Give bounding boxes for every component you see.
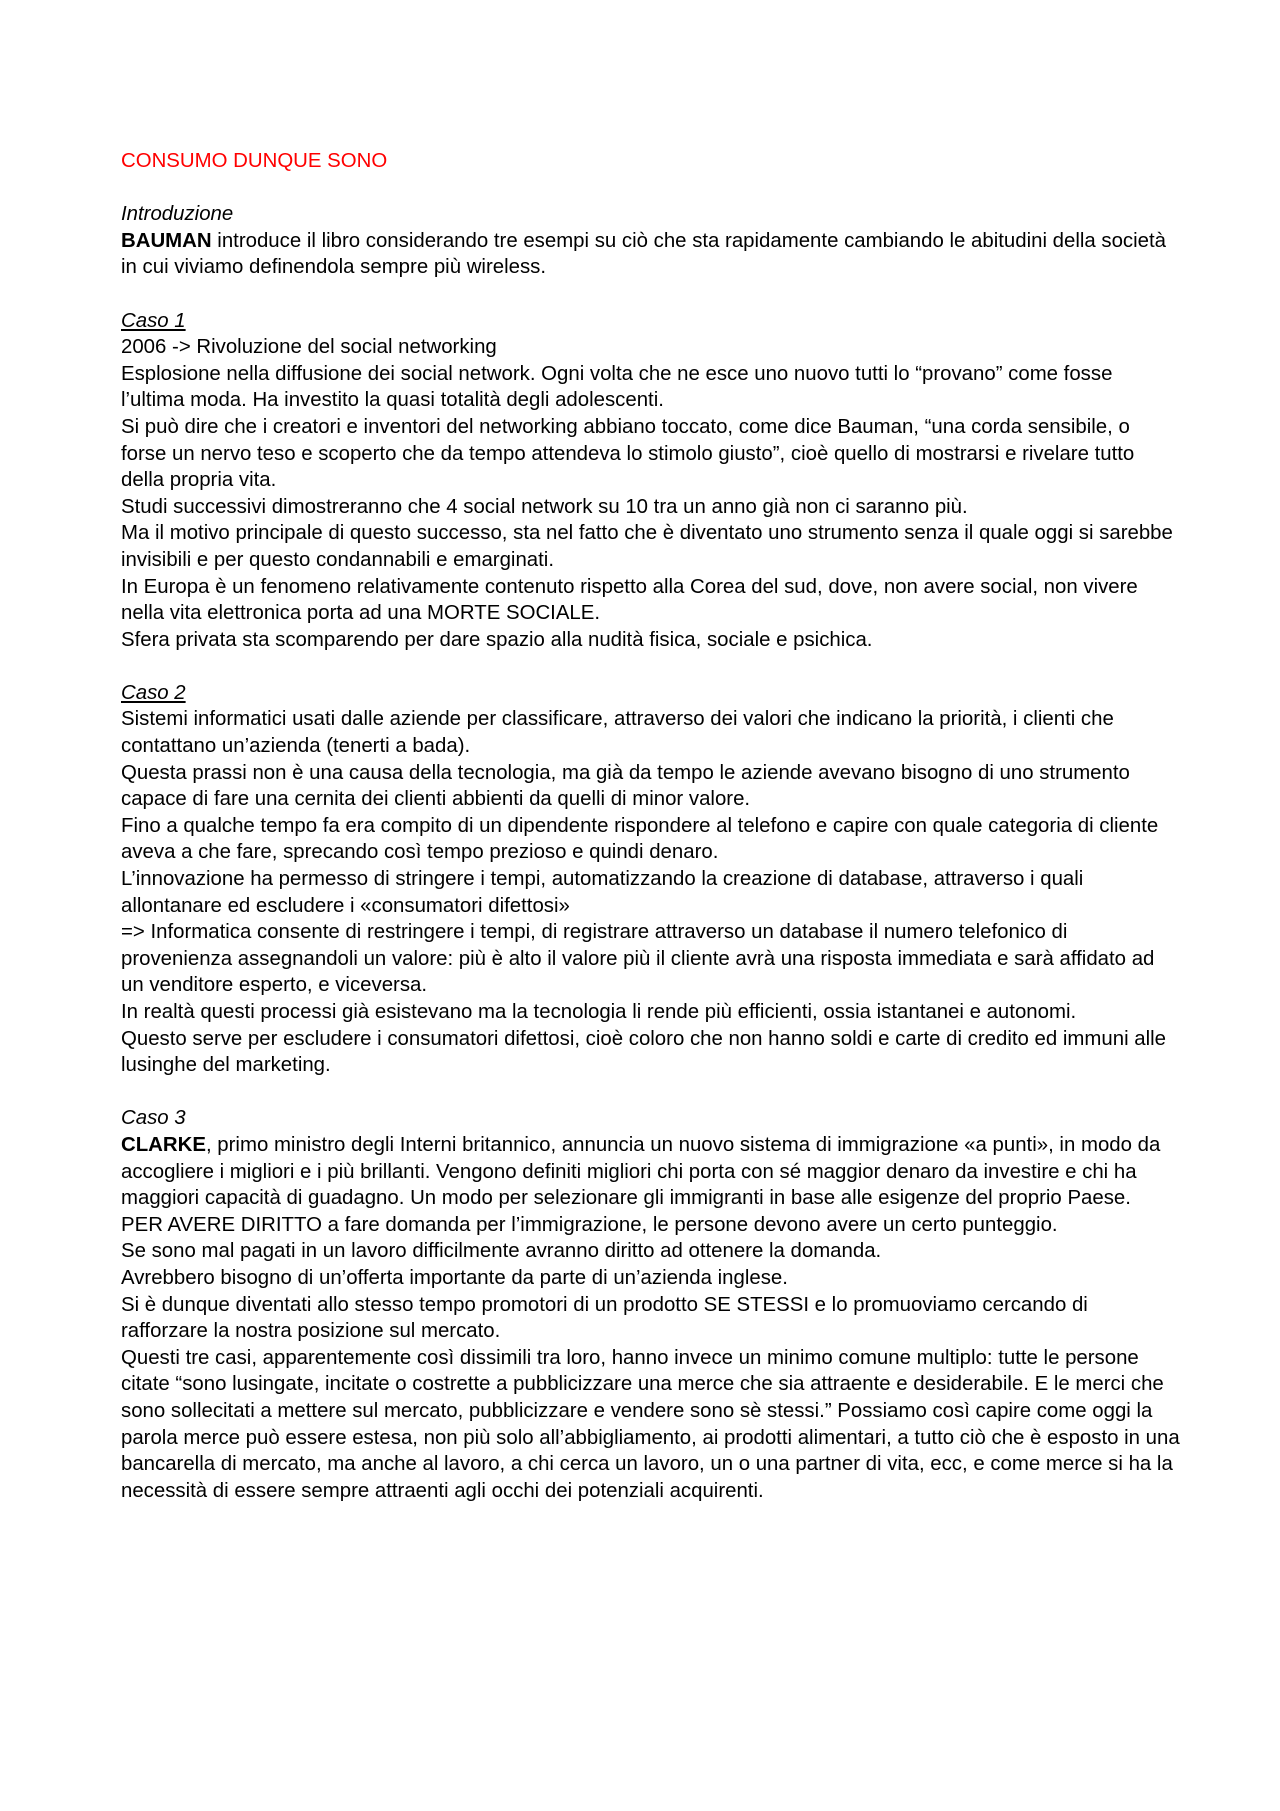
caso1-paragraph: 2006 -> Rivoluzione del social networking	[121, 336, 497, 359]
caso2-paragraph: Questa prassi non è una causa della tecnologia, ma già da tempo le aziende avevano bisogno di uno strumento capace di fare una cernita dei clienti abbienti da quelli di minor valore.	[121, 761, 1130, 811]
caso1-paragraph: Esplosione nella diffusione dei social network. Ogni volta che ne esce uno nuovo tutti lo “provano” come fosse l’ultima moda. Ha investito la quasi totalità degli adolescenti.	[121, 362, 1113, 412]
bauman-bold: BAUMAN	[121, 229, 212, 252]
caso1-paragraph: Sfera privata sta scomparendo per dare spazio alla nudità fisica, sociale e psichica.	[121, 628, 873, 651]
caso2-paragraph: Fino a qualche tempo fa era compito di un dipendente rispondere al telefono e capire con quale categoria di cliente aveva a che fare, sprecando così tempo prezioso e quindi denaro.	[121, 814, 1159, 864]
clarke-bold: CLARKE	[121, 1133, 206, 1156]
caso2-paragraph: Questo serve per escludere i consumatori difettosi, cioè coloro che non hanno soldi e carte di credito ed immuni alle lusinghe del marketing.	[121, 1027, 1167, 1077]
heading-caso-1: Caso 1	[121, 309, 186, 332]
heading-caso-2: Caso 2	[121, 681, 186, 704]
spacer	[121, 175, 1180, 202]
caso3-paragraph: Si è dunque diventati allo stesso tempo promotori di un prodotto SE STESSI e lo promuoviamo cercando di rafforzare la nostra posizione sul mercato.	[121, 1293, 1088, 1343]
spacer	[121, 281, 1180, 308]
heading-caso-3: Caso 3	[121, 1107, 186, 1130]
caso2-paragraph: Sistemi informatici usati dalle aziende per classificare, attraverso dei valori che indicano la priorità, i clienti che contattano un’azienda (tenerti a bada).	[121, 708, 1114, 758]
caso1-paragraph: Studi successivi dimostreranno che 4 social network su 10 tra un anno già non ci saranno più.	[121, 495, 968, 518]
caso1-paragraph: In Europa è un fenomeno relativamente contenuto rispetto alla Corea del sud, dove, non avere social, non vivere nella vita elettronica porta ad una MORTE SOCIALE.	[121, 575, 1138, 625]
caso3-intro-paragraph	[121, 1132, 1180, 1212]
section-introduzione	[121, 201, 1180, 281]
caso3-paragraph: Se sono mal pagati in un lavoro difficilmente avranno diritto ad ottenere la domanda.	[121, 1240, 882, 1263]
caso2-paragraph: In realtà questi processi già esistevano ma la tecnologia li rende più efficienti, ossia istantanei e autonomi.	[121, 1001, 1077, 1023]
spacer	[121, 653, 1180, 680]
caso3-paragraph: Avrebbero bisogno di un’offerta importante da parte di un’azienda inglese.	[121, 1266, 788, 1289]
caso2-paragraph: L’innovazione ha permesso di stringere i tempi, automatizzando la creazione di database, attraverso i quali allontanare ed escludere i «consumatori difettosi»	[121, 868, 1084, 917]
caso3-paragraph: PER AVERE DIRITTO a fare domanda per l’immigrazione, le persone devono avere un certo punteggio.	[121, 1213, 1058, 1236]
caso1-paragraph: Ma il motivo principale di questo successo, sta nel fatto che è diventato uno strumento senza il quale oggi si sarebbe invisibili e per questo condannabili e emarginati.	[121, 522, 1173, 571]
section-caso-2	[121, 680, 1180, 1079]
document-title: CONSUMO DUNQUE SONO	[121, 150, 388, 172]
intro-text: introduce il libro considerando tre esempi su ciò che sta rapidamente cambiando le abitudini della società in cui viviamo definendola sempre più wireless.	[121, 229, 1167, 279]
intro-paragraph	[121, 228, 1180, 281]
heading-introduzione: Introduzione	[121, 203, 234, 226]
spacer	[121, 1079, 1180, 1106]
caso2-paragraph: => Informatica consente di restringere i tempi, di registrare attraverso un database il numero telefonico di provenienza assegnandoli un valore: più è alto il valore più il cliente avrà una risposta immediata e sarà affidato ad un venditore esperto, e viceversa.	[121, 921, 1155, 997]
section-caso-3	[121, 1105, 1180, 1504]
section-caso-1	[121, 308, 1180, 654]
caso3-intro-text: , primo ministro degli Interni britannico, annuncia un nuovo sistema di immigrazione «a punti», in modo da accogliere i migliori e i più brillanti. Vengono definiti migliori chi porta con sé maggior denaro da investire e chi ha maggiori capacità di guadagno. Un modo per selezionare gli immigranti in base alle esigenze del proprio Paese.	[121, 1133, 1161, 1210]
caso1-paragraph: Si può dire che i creatori e inventori del networking abbiano toccato, come dice Bauman, “una corda sensibile, o forse un nervo teso e scoperto che da tempo attendeva lo stimolo giusto”, cioè quello di mostrarsi e rivelare tutto della propria vita.	[121, 415, 1135, 492]
caso3-paragraph: Questi tre casi, apparentemente così dissimili tra loro, hanno invece un minimo comune multiplo: tutte le persone citate “sono lusingate, incitate o costrette a pubblicizzare una merce che sia attraente e desiderabile. E le merci che sono sollecitati a mettere sul mercato, pubblicizzare e vendere sono sè stessi.” Possiamo così capire come oggi la parola merce può essere estesa, non più solo all’abbigliamento, ai prodotti alimentari, a tutto ciò che è esposto in una bancarella di mercato, ma anche al lavoro, a chi cerca un lavoro, un o una partner di vita, ecc, e come merce si ha la necessità di essere sempre attraenti agli occhi dei potenziali acquirenti.	[121, 1346, 1180, 1502]
